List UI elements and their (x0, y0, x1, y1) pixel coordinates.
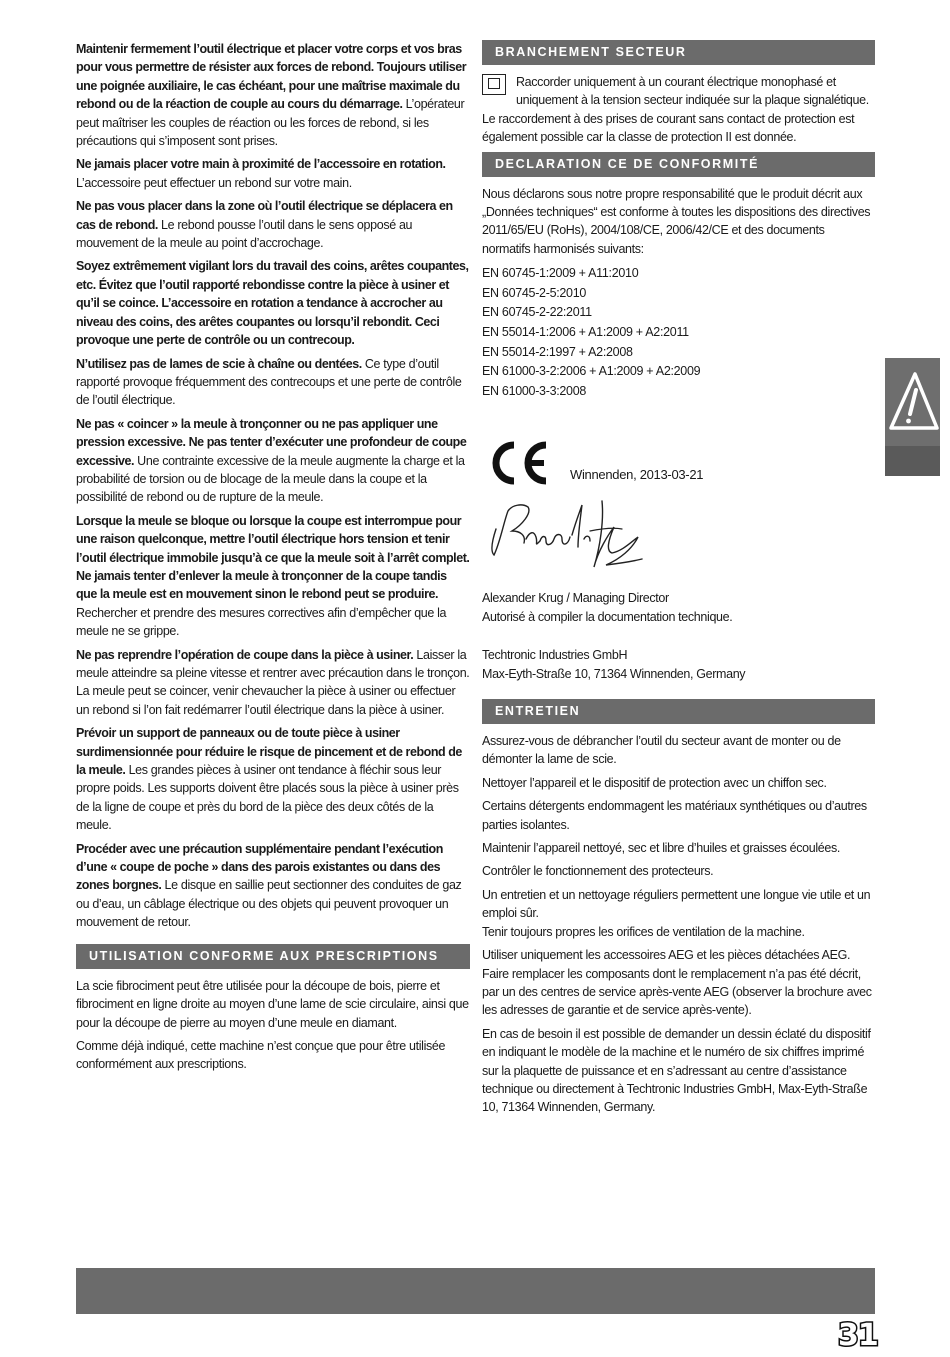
company-address: Max-Eyth-Straße 10, 71364 Winnenden, Germany (482, 666, 746, 681)
safety-paragraph: Ne pas vous placer dans la zone où l’outil électrique se déplacera en cas de rebond. Le rebond pousse l’outil dans le sens opposé au mouvement de la meule au point d’accrochage. (76, 199, 453, 251)
safety-paragraph: Procéder avec une précaution supplémentaire pendant l’exécution d’une « coupe de poche » dans des parois existantes ou dans des zones borgnes. Le disque en saillie peut sectionner des conduites de gaz ou d’eau, un câblage électrique ou des objets qui peuvent provoquer un mouvement de retour. (76, 841, 462, 930)
mains-section-header: BRANCHEMENT SECTEUR (482, 40, 875, 65)
norm-item: EN 55014-1:2006 + A1:2009 + A2:2011 (482, 325, 689, 340)
norm-item: EN 60745-2-5:2010 (482, 285, 587, 300)
side-tab (885, 358, 940, 476)
maintenance-paragraph: Contrôler le fonctionnement des protecteurs. (482, 864, 714, 879)
norm-item: EN 61000-3-2:2006 + A1:2009 + A2:2009 (482, 364, 701, 379)
safety-paragraph: Ne pas « coincer » la meule à tronçonner ou ne pas appliquer une pression excessive. Ne pas tenter d’exécuter une profondeur de coupe excessive. Une contrainte excessive de la meule augmente la charge et la probabilité de torsion ou de blocage de la meule dans la coupe et la possibilité de rebond ou de rupture de la meule. (76, 416, 467, 505)
ce-declaration-block (482, 439, 875, 589)
left-column (76, 40, 470, 1079)
safety-paragraph: N’utilisez pas de lames de scie à chaîne ou dentées. Ce type d’outil rapporté provoque fréquemment des contrecoups et une perte de contrôle de l’outil électrique. (76, 356, 462, 408)
usage-paragraph: La scie fibrociment peut être utilisée pour la découpe de bois, pierre et fibrociment en ligne droite au moyen d’une lame de scie circulaire, ainsi que pour la découpe de pierre au moyen d’une meule en diamant. (76, 978, 469, 1030)
safety-paragraph: Soyez extrêmement vigilant lors du travail des coins, arêtes coupantes, etc. Évitez que l’outil rapporté rebondisse contre la pièce à usiner et qu’il se coince. L’accessoire en rotation a tendance à accrocher au niveau des coins, des arêtes coupantes ou lorsqu’il rebondit. Ceci provoque une perte de contrôle ou un contrecoup. (76, 259, 469, 348)
safety-paragraph: Prévoir un support de panneaux ou de toute pièce à usiner surdimensionnée pour réduire le risque de pincement et de rebond de la meule. Les grandes pièces à usiner ont tendance à fléchir sous leur propre poids. Les supports doivent être placés sous la pièce à usiner près de la ligne de coupe et près du bord de la pièce des deux côtés de la meule. (76, 726, 462, 833)
safety-paragraph: Ne pas reprendre l’opération de coupe dans la pièce à usiner. Laisser la meule atteindre sa pleine vitesse et rentrer avec précaution dans le tronçon. La meule peut se coincer, venir chevaucher la pièce à usiner ou effectuer un rebond si l’on fait redémarrer l’outil électrique dans la pièce à usiner. (76, 647, 470, 717)
authorized-text: Autorisé à compiler la documentation technique. (482, 609, 733, 624)
usage-paragraph: Comme déjà indiqué, cette machine n’est conçue que pour être utilisée conformément aux prescriptions. (76, 1038, 446, 1072)
norm-item: EN 55014-2:1997 + A2:2008 (482, 344, 633, 359)
norm-item: EN 60745-2-22:2011 (482, 305, 592, 320)
maintenance-paragraph: Nettoyer l’appareil et le dispositif de protection avec un chiffon sec. (482, 775, 827, 790)
company-name: Techtronic Industries GmbH (482, 648, 628, 663)
signature (482, 491, 652, 581)
maintenance-section-header: ENTRETIEN (482, 699, 875, 724)
place-date: Winnenden, 2013-03-21 (570, 467, 704, 483)
class-2-double-insulation-icon (482, 74, 506, 95)
norm-item: EN 60745-1:2009 + A11:2010 (482, 266, 639, 281)
warning-triangle-icon (885, 358, 940, 446)
footer-bar (76, 1268, 875, 1314)
signatory: Alexander Krug / Managing Director (482, 591, 669, 606)
ce-intro: Nous déclarons sous notre propre responsabilité que le produit décrit aux „Données techniques“ est conforme à toutes les dispositions des directives 2011/65/EU (RoHs), 2004/108/CE, 2006/42/CE et des documents normatifs harmonisés suivants: (482, 186, 871, 256)
maintenance-paragraph: Certains détergents endommagent les matériaux synthétiques ou d’autres parties isolantes. (482, 799, 867, 832)
maintenance-paragraph: Utiliser uniquement les accessoires AEG et les pièces détachées AEG. Faire remplacer les composants dont le remplacement n’a pas été décrit, par un des centres de service après-vente AEG (observer la brochure avec les adresses de garantie et de service après-vente). (482, 948, 872, 1018)
maintenance-paragraph: Tenir toujours propres les orifices de ventilation de la machine. (482, 924, 805, 939)
right-column (482, 40, 875, 1122)
maintenance-paragraph: Maintenir l’appareil nettoyé, sec et libre d’huiles et graisses écoulées. (482, 841, 840, 856)
mains-paragraph: Raccorder uniquement à un courant électrique monophasé et uniquement à la tension secteur indiquée sur la plaque signalétique. Le raccordement à des prises de courant sans contact de protection est également possible car la classe de protection II est donnée. (482, 75, 869, 145)
norm-list (482, 264, 875, 401)
maintenance-paragraph: En cas de besoin il est possible de demander un dessin éclaté du dispositif en indiquant le modèle de la machine et le numéro de six chiffres imprimé sur la plaquette de puissance et en s’adressant au centre d’assistance technique ou directement à Techtronic Industries GmbH, Max-Eyth-Straße 10, 71364 Winnenden, Germany. (482, 1026, 871, 1115)
safety-paragraph: Lorsque la meule se bloque ou lorsque la coupe est interrompue pour une raison quelconque, mettre l’outil électrique hors tension et tenir l’outil électrique immobile jusqu’à ce que la meule soit à l’arrêt complet. Ne jamais tenter d’enlever la meule à tronçonner de la coupe tandis que la meule est en mouvement sinon le rebond peut se produire. Rechercher et prendre des mesures correctives afin d’empêcher que la meule ne se grippe. (76, 513, 470, 639)
norm-item: EN 61000-3-3:2008 (482, 383, 587, 398)
maintenance-paragraph: Un entretien et un nettoyage réguliers permettent une longue vie utile et un emploi sûr. (482, 887, 871, 921)
usage-section-header: UTILISATION CONFORME AUX PRESCRIPTIONS (76, 944, 470, 969)
safety-paragraph: Maintenir fermement l’outil électrique et placer votre corps et vos bras pour vous permettre de résister aux forces de rebond. Toujours utiliser une poignée auxiliaire, le cas échéant, pour une maîtrise maximale du rebond ou de la réaction de couple au cours du démarrage. L’opérateur peut maîtriser les couples de réaction ou les forces de rebond, si les précautions qui s’imposent sont prises. (76, 42, 467, 149)
ce-section-header: DECLARATION CE DE CONFORMITÉ (482, 152, 875, 177)
page-number: 31 (838, 1318, 878, 1353)
side-tab-top (885, 358, 940, 446)
safety-paragraph: Ne jamais placer votre main à proximité de l’accessoire en rotation. L’accessoire peut effectuer un rebond sur votre main. (76, 157, 446, 190)
maintenance-paragraph: Assurez-vous de débrancher l’outil du secteur avant de monter ou de démonter la lame de scie. (482, 734, 841, 767)
ce-mark-icon (484, 439, 550, 487)
